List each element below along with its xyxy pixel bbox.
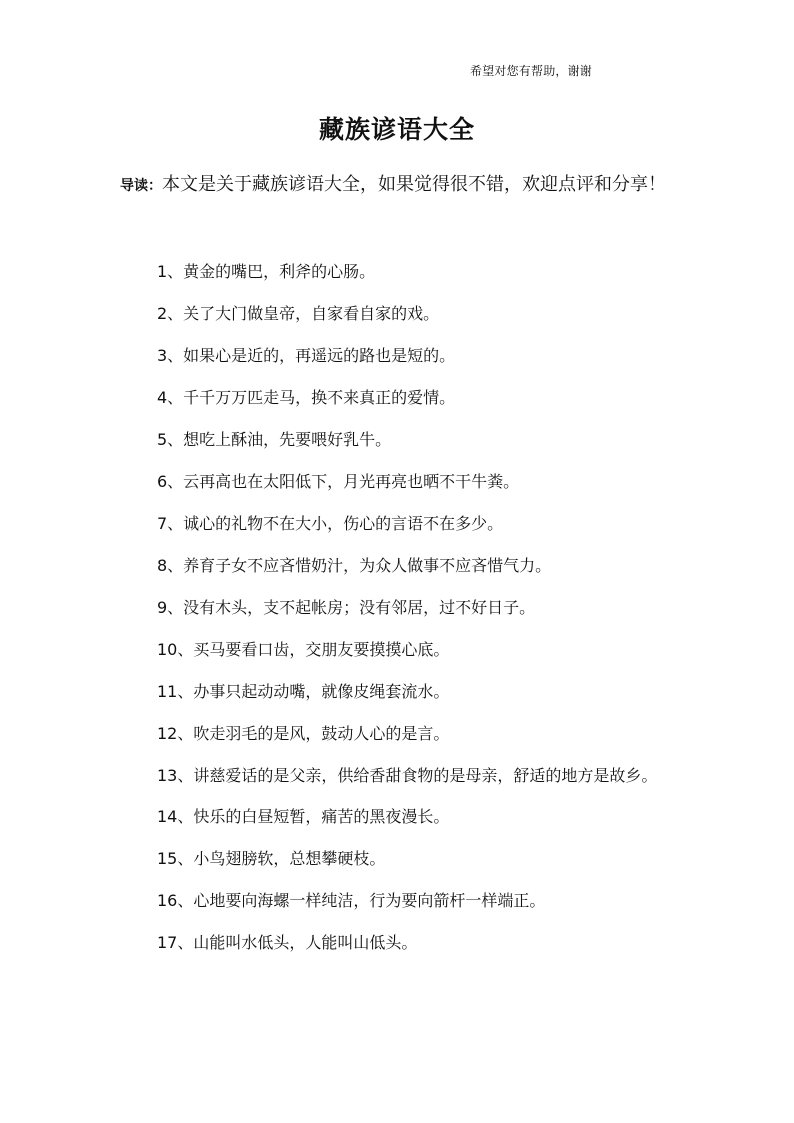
proverb-item: 14、快乐的白昼短暂，痛苦的黑夜漫长。 <box>157 807 450 826</box>
intro-paragraph <box>120 166 680 205</box>
header-note: 希望对您有帮助，谢谢 <box>470 64 593 78</box>
proverb-item: 4、千千万万匹走马，换不来真正的爱情。 <box>157 388 456 407</box>
proverb-item: 1、黄金的嘴巴，利斧的心肠。 <box>157 262 376 281</box>
proverb-item: 9、没有木头，支不起帐房；没有邻居，过不好日子。 <box>157 598 536 617</box>
proverb-item: 13、讲慈爱话的是父亲，供给香甜食物的是母亲，舒适的地方是故乡。 <box>157 766 658 785</box>
proverb-item: 3、如果心是近的，再遥远的路也是短的。 <box>157 346 456 365</box>
proverb-item: 6、云再高也在太阳低下，月光再亮也晒不干牛粪。 <box>157 472 520 491</box>
proverb-item: 15、小鸟翅膀软，总想攀硬枝。 <box>157 849 386 868</box>
proverb-list <box>120 251 680 964</box>
proverb-item: 17、山能叫水低头，人能叫山低头。 <box>157 933 418 952</box>
proverb-item: 7、诚心的礼物不在大小，伤心的言语不在多少。 <box>157 514 504 533</box>
intro-label: 导读： <box>120 178 162 194</box>
proverb-item: 16、心地要向海螺一样纯洁，行为要向箭杆一样端正。 <box>157 891 546 910</box>
proverb-item: 5、想吃上酥油，先要喂好乳牛。 <box>157 430 392 449</box>
page-title: 藏族谚语大全 <box>318 115 475 144</box>
proverb-item: 11、办事只起动动嘴，就像皮绳套流水。 <box>157 682 450 701</box>
proverb-item: 8、养育子女不应吝惜奶汁，为众人做事不应吝惜气力。 <box>157 556 552 575</box>
proverb-item: 10、买马要看口齿，交朋友要摸摸心底。 <box>157 640 450 659</box>
intro-text: 本文是关于藏族谚语大全，如果觉得很不错，欢迎点评和分享！ <box>162 174 666 195</box>
proverb-item: 12、吹走羽毛的是风，鼓动人心的是言。 <box>157 724 450 743</box>
proverb-item: 2、关了大门做皇帝，自家看自家的戏。 <box>157 304 440 323</box>
